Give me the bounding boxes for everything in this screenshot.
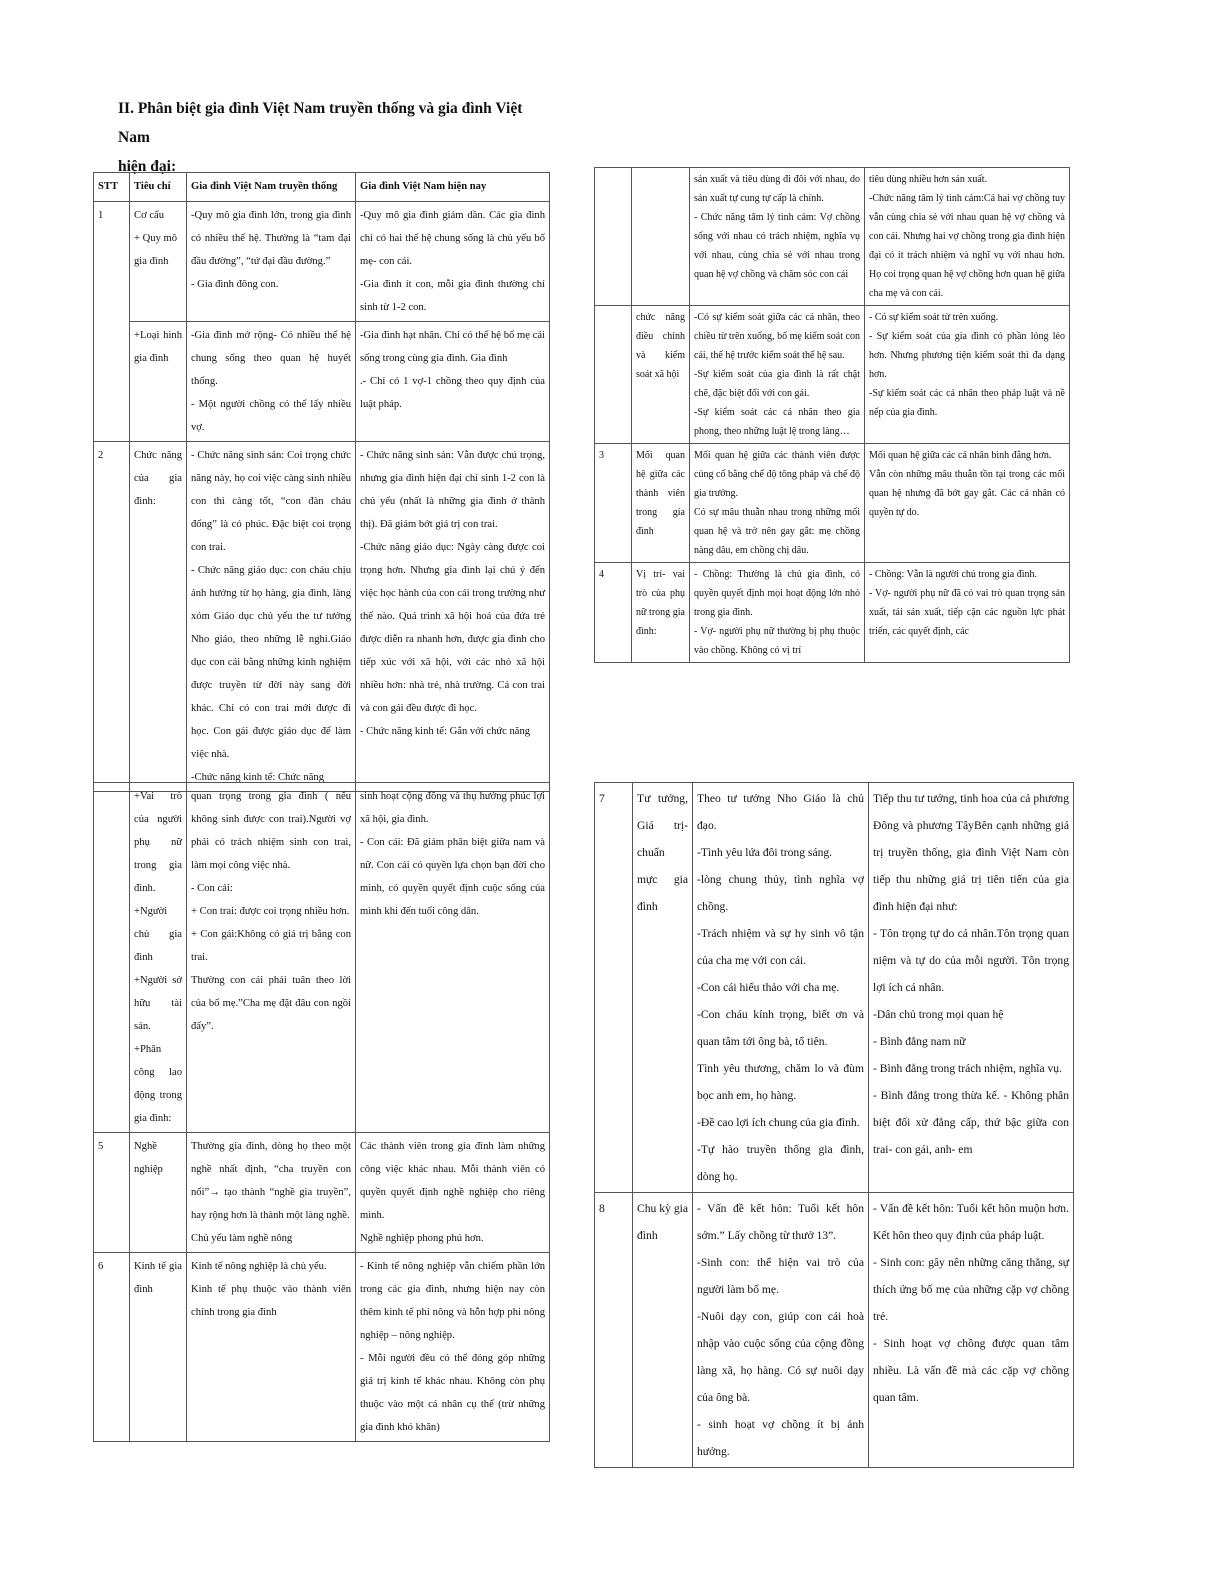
traditional-cell: -Gia đình mở rộng- Có nhiều thế hệ chung sống theo quan hệ huyết thống. - Một người chồng có thể lấy nhiều vợ. — [187, 322, 356, 442]
header-stt: STT — [94, 173, 130, 202]
traditional-cell: Thường gia đình, dòng họ theo một nghề nhất định, “cha truyền con nối”→ tạo thành “nghề gia truyền”, hay rộng hơn là thành một làng nghề. Chủ yếu làm nghề nông — [187, 1133, 356, 1253]
comparison-table-part-4 — [594, 782, 1074, 1468]
table-row — [94, 783, 550, 1133]
traditional-cell: - Chức năng sinh sản: Coi trọng chức năng này, họ coi việc càng sinh nhiều con thì càng tốt, “con đàn cháu đống” là có phúc. Đặc biệt coi trọng con trai. - Chức năng giáo dục: con cháu chịu ảnh hưởng từ họ hàng, gia đình, làng xóm Giáo dục chủ yếu the tư tưởng Nho giáo, theo những lễ nghi.Giáo dục con cái bằng những kinh nghiệm được truyền từ đời này sang đời khác. Chỉ có con trai mới được đi học. Con gái được giáo dục để làm việc nhà. -Chức năng kinh tế: Chức năng — [187, 442, 356, 792]
traditional-cell: quan trọng trong gia đình ( nếu không sinh được con trai).Người vợ phải có trách nhiệm sinh con trai, làm mọi công việc nhà. - Con cái: + Con trai: được coi trọng nhiều hơn. + Con gái:Không có giá trị bằng con trai. Thường con cái phải tuân theo lời của bố mẹ.”Cha mẹ đặt đâu con ngồi đấy”. — [187, 783, 356, 1133]
modern-cell: Tiếp thu tư tưởng, tinh hoa của cả phương Đông và phương TâyBên cạnh những giá trị truyền thống, gia đình Việt Nam còn tiếp thu những giá trị tiên tiến của gia đình hiện đại như: - Tôn trọng tự do cá nhân.Tôn trọng quan niệm và tự do của mỗi người. Tôn trọng lợi ích cá nhân. -Dân chủ trong mọi quan hệ - Bình đẳng nam nữ - Bình đẳng trong trách nhiệm, nghĩa vụ. - Bình đẳng trong thừa kế. - Không phân biệt đối xử đẳng cấp, thứ bậc giữa con trai- con gái, anh- em — [869, 783, 1074, 1193]
modern-cell: - Có sự kiểm soát từ trên xuống. - Sự kiểm soát của gia đình có phần lỏng lẻo hơn. Nhưng phương tiện kiểm soát thì đa dạng hơn. -Sự kiểm soát các cá nhân theo pháp luật và nề nếp của gia đình. — [865, 306, 1070, 444]
table-row — [94, 1253, 550, 1442]
modern-cell: Mối quan hệ giữa các cá nhân bình đẳng hơn. Vẫn còn những mâu thuẫn tồn tại trong các mối quan hệ nhưng đã bớt gay gắt. Các cá nhân có quyền tự do. — [865, 444, 1070, 563]
comparison-table-part-3 — [93, 782, 550, 1442]
table-row — [94, 202, 550, 322]
table-row — [94, 1133, 550, 1253]
heading-line-2: hiện đại: — [118, 158, 177, 175]
modern-cell: Các thành viên trong gia đình làm những công việc khác nhau. Mỗi thành viên có quyền quyết định nghề nghiệp cho riêng mình. Nghề nghiệp phong phú hơn. — [356, 1133, 550, 1253]
modern-cell: -Gia đình hạt nhân. Chỉ có thế hệ bố mẹ cái sống trong cùng gia đình. Gia đình .- Chỉ có 1 vợ-1 chồng theo quy định của luật pháp. — [356, 322, 550, 442]
table-part-2 — [594, 167, 1074, 762]
stt-cell: 1 — [94, 202, 130, 442]
modern-cell: - Chức năng sinh sản: Vẫn được chú trọng, nhưng gia đình hiện đại chỉ sinh 1-2 con là chủ yếu (nhất là những gia đình ở thành thị). Đã giảm bớt giá trị con trai. -Chức năng giáo dục: Ngày càng được coi trọng hơn. Nhưng gia đình lại chú ý đến việc học hành của con cái trong trường như thế nào. Quá trình xã hội hoá của đứa trẻ được diễn ra nhanh hơn, được gia đình cho tiếp xúc với xã hội, với các nhỏ xã hội nhiều hơn: nhà trẻ, nhà trường. Cả con trai và con gái đều được đi học. - Chức năng kinh tế: Gắn với chức năng — [356, 442, 550, 792]
table-row — [94, 322, 550, 442]
table-part-3 — [93, 782, 553, 1482]
traditional-cell: -Quy mô gia đình lớn, trong gia đình có nhiều thế hệ. Thường là “tam đại đầu đường”, “tứ đại đầu đường.” - Gia đình đông con. — [187, 202, 356, 322]
criteria-cell: Chức năng của gia đình: — [130, 442, 187, 792]
stt-cell: 5 — [94, 1133, 130, 1253]
table-header-row — [94, 173, 550, 202]
header-criteria: Tiêu chí — [130, 173, 187, 202]
table-part-4 — [594, 782, 1078, 1485]
traditional-cell: Mối quan hệ giữa các thành viên được củng cố bằng chế độ tông pháp và chế độ gia trưởng. Có sự mâu thuẫn nhau trong những mối quan hệ và trở nên gay gắt: mẹ chồng nàng dâu, em chồng chị dâu. — [690, 444, 865, 563]
criteria-cell: Kinh tế gia đình — [130, 1253, 187, 1442]
page-heading — [118, 94, 558, 181]
modern-cell: sinh hoạt cộng đồng và thụ hưởng phúc lợi xã hội, gia đình. - Con cái: Đã giảm phân biệt giữa nam và nữ. Con cái có quyền lựa chọn bạn đời cho mình, có quyền quyết định cuộc sống của mình khi đến tuổi công dân. — [356, 783, 550, 1133]
table-row — [595, 783, 1074, 1193]
heading-line-1: II. Phân biệt gia đình Việt Nam truyền thống và gia đình Việt Nam — [118, 100, 523, 146]
criteria-cell: Tư tưởng, Giá trị- chuẩn mực gia đình — [633, 783, 693, 1193]
criteria-cell: +Loại hình gia đình — [130, 322, 187, 442]
criteria-cell: +Vai trò của người phụ nữ trong gia đình. +Người chủ gia đình +Người sở hữu tài sản. +Phân công lao động trong gia đình: — [130, 783, 187, 1133]
stt-cell — [94, 783, 130, 1133]
traditional-cell: - Chồng: Thường là chủ gia đình, có quyền quyết định mọi hoạt động lớn nhỏ trong gia đình. - Vợ- người phụ nữ thường bị phụ thuộc vào chồng. Không có vị trí — [690, 563, 865, 663]
traditional-cell: sản xuất và tiêu dùng đi đôi với nhau, do sản xuất tự cung tự cấp là chính. - Chức năng tâm lý tình cảm: Vợ chồng sống với nhau có trách nhiệm, nghĩa vụ với nhau, cùng chia sẻ với nhau trong quan hệ vợ chồng và chăm sóc con cái — [690, 168, 865, 306]
modern-cell: tiêu dùng nhiều hơn sản xuất. -Chức năng tâm lý tình cảm:Cả hai vợ chồng tuy vẫn cùng chia sẻ với nhau quan hệ vợ chồng và con cái. Nhưng hai vợ chồng trong gia đình hiện đại có ít trách nhiệm và nghĩ vụ với nhau hơn. Họ coi trọng quan hệ vợ chồng hơn quan hệ giữa cha mẹ và con cái. — [865, 168, 1070, 306]
criteria-cell: Chu kỳ gia đình — [633, 1193, 693, 1468]
criteria-cell: Nghề nghiệp — [130, 1133, 187, 1253]
stt-cell: 7 — [595, 783, 633, 1193]
comparison-table-part-2 — [594, 167, 1070, 663]
table-row — [595, 1193, 1074, 1468]
modern-cell: - Vấn đề kết hôn: Tuổi kết hôn muộn hơn. Kết hôn theo quy định của pháp luật. - Sinh con: gây nên những căng thẳng, sự thích ứng bố mẹ của những cặp vợ chồng trẻ. - Sinh hoạt vợ chồng được quan tâm nhiều. Là vấn đề mà các cặp vợ chồng quan tâm. — [869, 1193, 1074, 1468]
stt-cell: 2 — [94, 442, 130, 792]
stt-cell — [595, 168, 632, 306]
traditional-cell: -Có sự kiểm soát giữa các cá nhân, theo chiều từ trên xuống, bố mẹ kiểm soát con cái, thế hệ trước kiểm soát thế hệ sau. -Sự kiểm soát của gia đình là rất chặt chẽ, đặc biệt đối với con gái. -Sự kiểm soát các cá nhân theo gia phong, theo những luật lệ trong làng… — [690, 306, 865, 444]
traditional-cell: Theo tư tưởng Nho Giáo là chủ đạo. -Tình yêu lứa đôi trong sáng. -lòng chung thủy, tình nghĩa vợ chồng. -Trách nhiệm và sự hy sinh vô tận của cha mẹ với con cái. -Con cái hiếu thảo với cha mẹ. -Con cháu kính trọng, biết ơn và quan tâm tới ông bà, tổ tiên. Tình yêu thương, chăm lo và đùm bọc anh em, họ hàng. -Đề cao lợi ích chung của gia đình. -Tự hào truyền thống gia đình, dòng họ. — [693, 783, 869, 1193]
modern-cell: -Quy mô gia đình giảm dần. Các gia đình chỉ có hai thế hệ chung sống là chủ yếu bố mẹ- con cái. -Gia đình ít con, mỗi gia đình thường chỉ sinh từ 1-2 con. — [356, 202, 550, 322]
table-row — [595, 306, 1070, 444]
traditional-cell: - Vấn đề kết hôn: Tuổi kết hôn sớm.” Lấy chồng từ thưở 13”. -Sinh con: thể hiện vai trò của người làm bố mẹ. -Nuôi dạy con, giúp con cái hoà nhập vào cuộc sống của cộng đồng làng xã, họ hàng. Có sự nuôi dạy của ông bà. - sinh hoạt vợ chồng ít bị ảnh hưởng. — [693, 1193, 869, 1468]
table-part-1 — [93, 172, 553, 783]
table-row — [595, 444, 1070, 563]
stt-cell — [595, 306, 632, 444]
criteria-cell: chức năng điều chỉnh và kiểm soát xã hội — [632, 306, 690, 444]
stt-cell: 3 — [595, 444, 632, 563]
header-traditional: Gia đình Việt Nam truyền thống — [187, 173, 356, 202]
table-row — [595, 168, 1070, 306]
stt-cell: 4 — [595, 563, 632, 663]
criteria-cell — [632, 168, 690, 306]
table-row — [94, 442, 550, 792]
modern-cell: - Chồng: Vẫn là người chủ trong gia đình. - Vợ- người phụ nữ đã có vai trò quan trọng sản xuất, tái sản xuất, tiếp cận các nguồn lực phát triển, các quyết định, các — [865, 563, 1070, 663]
criteria-cell: Mối quan hệ giữa các thành viên trong gia đình — [632, 444, 690, 563]
criteria-cell: Vị trí- vai trò của phụ nữ trong gia đình: — [632, 563, 690, 663]
modern-cell: - Kinh tế nông nghiệp vẫn chiếm phần lớn trong các gia đình, nhưng hiện nay còn thêm kinh tế phi nông và hỗn hợp phi nông nghiệp – nông nghiệp. - Mỗi người đều có thể đóng góp những giá trị kinh tế khác nhau. Không còn phụ thuộc vào một cá nhân cụ thể (trừ những gia đình khó khăn) — [356, 1253, 550, 1442]
stt-cell: 8 — [595, 1193, 633, 1468]
criteria-cell: Cơ cấu + Quy mô gia đình — [130, 202, 187, 322]
stt-cell: 6 — [94, 1253, 130, 1442]
header-modern: Gia đình Việt Nam hiện nay — [356, 173, 550, 202]
table-row — [595, 563, 1070, 663]
traditional-cell: Kinh tế nông nghiệp là chủ yếu. Kinh tế phụ thuộc vào thành viên chính trong gia đình — [187, 1253, 356, 1442]
comparison-table-part-1 — [93, 172, 550, 792]
